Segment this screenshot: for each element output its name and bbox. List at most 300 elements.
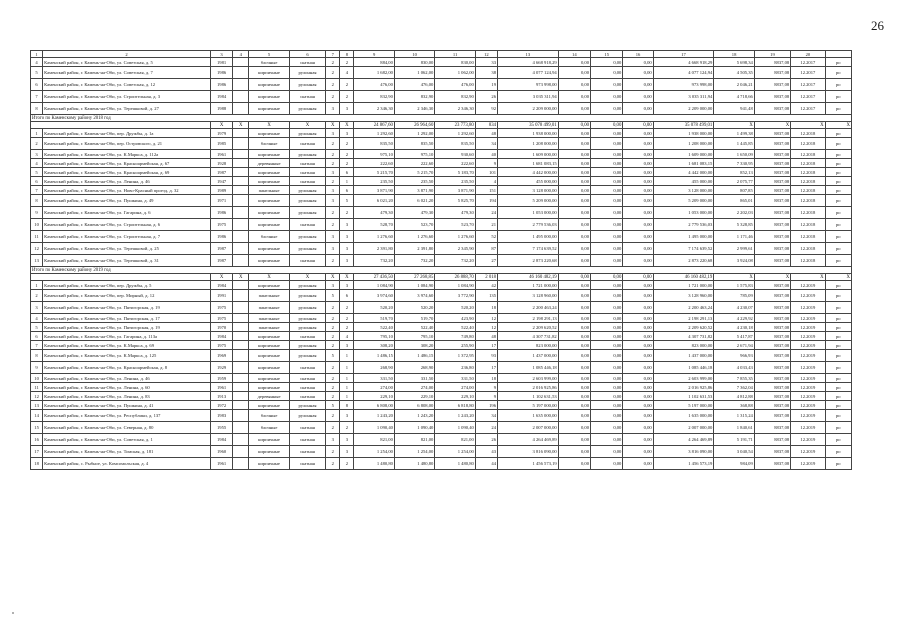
group-title: Итого по Каменскому району 2018 год (31, 115, 852, 122)
data-cell: кирпичные (249, 458, 289, 470)
address-cell: Каменский район, г. Камень-на-Оби, ул. Пушкина, д. 49 (43, 195, 211, 207)
data-cell: 522,40 (435, 323, 475, 332)
data-cell: 308,20 (394, 341, 434, 350)
data-cell: 6 (340, 290, 354, 302)
summary-cell: 46 160 482,19 (498, 274, 559, 281)
table-row (31, 255, 852, 267)
data-cell: 1986 (210, 207, 232, 219)
address-cell: Каменский район, г. Камень-на-Оби, ул. Красноармейская, д. 67 (43, 159, 211, 168)
data-cell: 6 (340, 186, 354, 195)
data-cell: 0,00 (591, 186, 623, 195)
data-cell: 5 183,70 (435, 168, 475, 177)
data-cell: 1 053 000,00 (498, 207, 559, 219)
data-cell: 523,70 (394, 219, 434, 231)
data-cell: 34 (475, 410, 497, 422)
data-cell: 3 871,90 (435, 186, 475, 195)
data-cell: 0,00 (591, 446, 623, 458)
data-cell: 1991 (210, 290, 232, 302)
data-cell: 7 174 639,52 (498, 243, 559, 255)
data-cell: 1 315,24 (714, 410, 754, 422)
data-cell: скатная (289, 91, 325, 103)
data-cell: 0,00 (591, 79, 623, 91)
column-number-cell: 20 (791, 51, 825, 58)
data-cell: 0,00 (591, 207, 623, 219)
group-title-row (31, 115, 852, 122)
table-row (31, 446, 852, 458)
data-cell: 0,00 (558, 168, 590, 177)
data-cell: 5 197 000,00 (653, 401, 714, 410)
data-cell: 0,00 (558, 159, 590, 168)
address-cell: Каменский район, г. Камень-на-Оби, ул. Ленина, д. 46 (43, 177, 211, 186)
summary-cell: X (340, 122, 354, 129)
data-cell: 835,50 (435, 138, 475, 150)
table-row (31, 219, 852, 231)
data-cell: кирпичные (249, 103, 289, 115)
data-cell: 12.2019 (791, 350, 825, 362)
data-cell: 15 (31, 422, 43, 434)
data-cell: 0,00 (591, 129, 623, 138)
data-cell: 2 (326, 314, 340, 323)
data-cell: 0,00 (591, 410, 623, 422)
data-cell: 3 974,60 (394, 290, 434, 302)
data-cell: 1 650,09 (714, 150, 754, 159)
address-cell: Каменский район, г. Камень-на-Оби, ул. Красноармейская, д. 69 (43, 168, 211, 177)
data-cell: кирпичные (249, 446, 289, 458)
data-cell: 3 040,54 (714, 446, 754, 458)
data-cell: 9 (475, 159, 497, 168)
data-cell: 0,00 (623, 67, 653, 79)
address-cell: Каменский район, г. Камень-на-Оби, ул. Пятигорская, д. 17 (43, 314, 211, 323)
data-cell: 0,00 (623, 458, 653, 470)
data-cell: 6 021,20 (354, 195, 394, 207)
data-cell: 4 442 000,00 (498, 168, 559, 177)
data-cell: 11 (31, 231, 43, 243)
summary-cell: 26 888,70 (435, 274, 475, 281)
data-cell: 1975 (210, 341, 232, 350)
data-cell: 3 (340, 129, 354, 138)
summary-cell: 46 160 482,19 (653, 274, 714, 281)
data-cell: панельные (249, 314, 289, 323)
data-cell: 1 635 000,00 (653, 410, 714, 422)
data-cell: 8837,08 (754, 332, 790, 341)
data-cell: рулонная (289, 341, 325, 350)
data-cell: 2 391,80 (394, 243, 434, 255)
data-cell: 519,70 (354, 314, 394, 323)
data-cell: 12.2017 (791, 103, 825, 115)
data-cell (233, 79, 249, 91)
table-row (31, 314, 852, 323)
address-cell: Каменский район, г. Камень-на-Оби, ул. Гагарина, д. 113а (43, 332, 211, 341)
data-cell: ро (825, 255, 851, 267)
column-number-cell (825, 51, 851, 58)
data-cell: 12.2018 (791, 150, 825, 159)
data-cell: 973 998,00 (498, 79, 559, 91)
data-cell: 8837,08 (754, 58, 790, 67)
data-cell: 222,60 (435, 159, 475, 168)
data-cell: 4 264 469,89 (498, 434, 559, 446)
data-cell: 2 (340, 79, 354, 91)
data-cell: ро (825, 129, 851, 138)
data-cell: 6 808,00 (354, 401, 394, 410)
address-cell: Каменский район, г. Камень-на-Оби, ул. Ленина, д. 46 (43, 374, 211, 383)
data-cell: 2 (31, 290, 43, 302)
data-cell: 821,00 (354, 434, 394, 446)
data-cell: 479,30 (354, 207, 394, 219)
data-cell: 27 (475, 255, 497, 267)
data-cell: 2 671,94 (714, 341, 754, 350)
data-cell: 0,00 (591, 302, 623, 314)
data-cell: 1987 (210, 255, 232, 267)
data-cell: 1961 (210, 458, 232, 470)
data-cell: 520,20 (435, 302, 475, 314)
table-row (31, 410, 852, 422)
data-cell: 12.2018 (791, 243, 825, 255)
data-cell: кирпичные (249, 341, 289, 350)
data-cell: 331,50 (354, 374, 394, 383)
data-cell: 4 (340, 332, 354, 341)
data-cell: 4 264 469,89 (653, 434, 714, 446)
data-cell: 0,00 (558, 195, 590, 207)
data-cell: ро (825, 362, 851, 374)
data-cell: 1 254,00 (354, 446, 394, 458)
data-cell: 0,00 (558, 383, 590, 392)
data-cell: 2 (326, 392, 340, 401)
data-cell: 8837,08 (754, 410, 790, 422)
data-cell: 1 (31, 281, 43, 290)
data-cell: 93 (475, 350, 497, 362)
data-cell: ро (825, 383, 851, 392)
data-cell: кирпичные (249, 362, 289, 374)
column-number-cell: 5 (249, 51, 289, 58)
data-cell: 528,70 (354, 219, 394, 231)
data-cell: 1928 (210, 159, 232, 168)
data-cell: 2 016 925,86 (653, 383, 714, 392)
data-cell: 0,00 (558, 103, 590, 115)
data-cell: 2 391,80 (354, 243, 394, 255)
table-row (31, 422, 852, 434)
data-cell: 2 (326, 383, 340, 392)
data-cell: 455 000,00 (498, 177, 559, 186)
address-cell: Каменский район, г. Камень-на-Оби, ул. Пятигорская, д. 19 (43, 323, 211, 332)
data-cell: 0,00 (623, 159, 653, 168)
address-cell: Каменский район, г. Камень-на-Оби, пер. Островского, д. 21 (43, 138, 211, 150)
data-cell: рулонная (289, 281, 325, 290)
data-cell: 6 808,00 (394, 401, 434, 410)
data-cell: 12.2019 (791, 392, 825, 401)
data-cell: ро (825, 67, 851, 79)
data-cell: 1 292,00 (394, 129, 434, 138)
data-cell: ро (825, 434, 851, 446)
data-cell (233, 314, 249, 323)
data-cell: 1 635 000,00 (498, 410, 559, 422)
summary-cell: X (210, 274, 232, 281)
data-cell: рулонная (289, 243, 325, 255)
data-cell: 8837,08 (754, 138, 790, 150)
data-cell: 2 007 000,00 (653, 422, 714, 434)
data-cell: 5 698,34 (714, 58, 754, 67)
data-cell (233, 177, 249, 186)
summary-cell: X (754, 122, 790, 129)
data-cell: 1961 (210, 383, 232, 392)
data-cell: 229,10 (435, 392, 475, 401)
data-cell: 236,80 (435, 362, 475, 374)
address-cell: Каменский район, г. Камень-на-Оби, ул. К.Маркса, д. 125 (43, 350, 211, 362)
data-cell: 3 (31, 150, 43, 159)
data-cell: 3 871,90 (354, 186, 394, 195)
data-cell: 1 276,60 (435, 231, 475, 243)
data-cell: 8837,08 (754, 281, 790, 290)
data-cell: 0,00 (623, 302, 653, 314)
data-cell: 1 084,90 (394, 281, 434, 290)
data-cell: 1 062,00 (394, 67, 434, 79)
table-row (31, 58, 852, 67)
data-cell: 4 (340, 67, 354, 79)
data-cell: скатная (289, 168, 325, 177)
data-cell: 8837,08 (754, 290, 790, 302)
data-cell: 1 208 000,00 (653, 138, 714, 150)
data-cell: ро (825, 350, 851, 362)
table-row (31, 362, 852, 374)
data-cell: 3 (326, 231, 340, 243)
data-cell: 2 198 291,13 (498, 314, 559, 323)
data-cell: кирпичные (249, 91, 289, 103)
summary-cell: X (233, 274, 249, 281)
data-cell: 0,00 (623, 91, 653, 103)
data-cell: 2 (340, 159, 354, 168)
data-cell: 4 230,18 (714, 323, 754, 332)
data-cell: 1984 (210, 434, 232, 446)
summary-cell: 0,00 (623, 274, 653, 281)
data-cell (233, 67, 249, 79)
data-cell: 5 (31, 67, 43, 79)
data-cell: 8837,08 (754, 323, 790, 332)
data-cell: 8837,08 (754, 129, 790, 138)
data-cell: 8837,08 (754, 401, 790, 410)
data-cell: рулонная (289, 323, 325, 332)
data-cell: 835,50 (394, 138, 434, 150)
address-cell: Каменский район, г. Камень-на-Оби, ул. Советская, д. 5 (43, 58, 211, 67)
data-cell: 2 (326, 255, 340, 267)
data-cell: 7 362,04 (714, 383, 754, 392)
data-cell: 1947 (210, 177, 232, 186)
data-cell: 5 (326, 350, 340, 362)
data-cell: 12 (31, 243, 43, 255)
table-row (31, 383, 852, 392)
data-cell: 795,10 (394, 332, 434, 341)
data-cell: 12.2018 (791, 138, 825, 150)
data-cell (233, 281, 249, 290)
data-cell: 40 (475, 150, 497, 159)
data-cell (233, 383, 249, 392)
data-cell: 235,50 (354, 177, 394, 186)
data-cell: 12.2019 (791, 434, 825, 446)
data-cell: 1985 (210, 138, 232, 150)
data-cell: 2 (326, 67, 340, 79)
data-cell: рулонная (289, 231, 325, 243)
data-cell: 0,00 (591, 58, 623, 67)
data-cell: 26 (475, 91, 497, 103)
data-cell: 2 (326, 150, 340, 159)
data-cell: 0,00 (591, 138, 623, 150)
data-cell: 0,00 (591, 422, 623, 434)
data-cell: 5 (31, 323, 43, 332)
data-cell: 1 243,20 (394, 410, 434, 422)
data-cell: 865,01 (714, 195, 754, 207)
data-cell (233, 58, 249, 67)
data-cell: 1984 (210, 281, 232, 290)
repair-register-table (30, 50, 852, 470)
data-cell: панельные (249, 186, 289, 195)
data-cell: 0,00 (623, 231, 653, 243)
data-cell: 1986 (210, 67, 232, 79)
data-cell: 0,00 (591, 290, 623, 302)
data-cell: 2 209 000,00 (653, 103, 714, 115)
data-cell: 8837,08 (754, 231, 790, 243)
data-cell: 12.2019 (791, 302, 825, 314)
data-cell: 0,00 (623, 168, 653, 177)
data-cell (233, 138, 249, 150)
data-cell: 17 (475, 341, 497, 350)
data-cell: 8837,08 (754, 374, 790, 383)
data-cell (233, 255, 249, 267)
data-cell: 18 (475, 374, 497, 383)
data-cell: кирпичные (249, 281, 289, 290)
data-cell: 12.2019 (791, 362, 825, 374)
data-cell: скатная (289, 362, 325, 374)
data-cell: 4 307 731,82 (653, 332, 714, 341)
data-cell: 3 (340, 410, 354, 422)
data-cell: 2 (340, 314, 354, 323)
data-cell: скатная (289, 434, 325, 446)
data-cell (233, 374, 249, 383)
data-cell: 3 (326, 243, 340, 255)
data-cell: 2 (326, 207, 340, 219)
column-number-cell: 14 (558, 51, 590, 58)
data-cell: ро (825, 168, 851, 177)
data-cell: 0,00 (623, 422, 653, 434)
column-number-cell: 18 (714, 51, 754, 58)
data-cell: 3 (326, 186, 340, 195)
data-cell (233, 446, 249, 458)
data-cell: 1 456 573,19 (653, 458, 714, 470)
column-number-cell: 9 (354, 51, 394, 58)
data-cell: 8 (31, 350, 43, 362)
data-cell: 12.2018 (791, 159, 825, 168)
data-cell: деревянные (249, 392, 289, 401)
data-cell: ро (825, 410, 851, 422)
data-cell (233, 168, 249, 177)
data-cell: 0,00 (591, 374, 623, 383)
address-cell: Каменский район, г. Камень-на-Оби, ул. К.Маркса, д. 112а (43, 150, 211, 159)
data-cell: 1 495 000,00 (498, 231, 559, 243)
data-cell (233, 458, 249, 470)
data-cell: скатная (289, 255, 325, 267)
data-cell (233, 323, 249, 332)
column-number-cell: 4 (233, 51, 249, 58)
data-cell: 2 (326, 177, 340, 186)
data-cell (233, 91, 249, 103)
data-cell (233, 362, 249, 374)
data-cell: 1981 (210, 58, 232, 67)
data-cell: 8837,08 (754, 91, 790, 103)
data-cell: ро (825, 207, 851, 219)
data-cell: 1959 (210, 374, 232, 383)
data-cell: 0,00 (591, 67, 623, 79)
data-cell: 4 230,07 (714, 302, 754, 314)
data-cell: скатная (289, 374, 325, 383)
data-cell: 8837,08 (754, 159, 790, 168)
data-cell: 2 (340, 207, 354, 219)
data-cell: ро (825, 177, 851, 186)
data-cell: 7 174 639,52 (653, 243, 714, 255)
data-cell: 9 (475, 383, 497, 392)
data-cell: 1986 (210, 231, 232, 243)
summary-cell: X (326, 274, 340, 281)
data-cell: 0,00 (558, 138, 590, 150)
data-cell: 0,00 (623, 281, 653, 290)
table-row (31, 392, 852, 401)
address-cell: Каменский район, г. Камень-на-Оби, ул. Ново-Красный проезд, д. 32 (43, 186, 211, 195)
data-cell: рулонная (289, 207, 325, 219)
summary-cell: X (210, 122, 232, 129)
data-cell: 2 (340, 422, 354, 434)
data-cell: 5 (31, 168, 43, 177)
data-cell: 3 974,60 (354, 290, 394, 302)
data-cell: ро (825, 332, 851, 341)
data-cell: 9 (475, 392, 497, 401)
data-cell: 0,00 (591, 383, 623, 392)
data-cell: блочные (249, 422, 289, 434)
data-cell: 87 (475, 243, 497, 255)
data-cell: 34 (475, 138, 497, 150)
data-cell (233, 150, 249, 159)
data-cell: 1 276,60 (394, 231, 434, 243)
data-cell: 8837,08 (754, 341, 790, 350)
data-cell: 1 102 631,53 (653, 392, 714, 401)
data-cell: 2 (326, 138, 340, 150)
data-cell: 48 (475, 332, 497, 341)
data-cell: 1 495 000,00 (653, 231, 714, 243)
data-cell: ро (825, 374, 851, 383)
data-cell: 0,00 (558, 392, 590, 401)
data-cell: 1 372,95 (435, 350, 475, 362)
data-cell: 17 (31, 446, 43, 458)
data-cell: 0,00 (623, 138, 653, 150)
data-cell: 8837,08 (754, 422, 790, 434)
data-cell: 12.2018 (791, 186, 825, 195)
data-cell: 12 (31, 392, 43, 401)
address-cell: Каменский район, г. Камень-на-Оби, ул. Строительная, д. 6 (43, 219, 211, 231)
data-cell: 4 668 918,29 (498, 58, 559, 67)
data-cell (233, 207, 249, 219)
data-cell: блочные (249, 58, 289, 67)
data-cell: 455 000,00 (653, 177, 714, 186)
data-cell: кирпичные (249, 332, 289, 341)
table-row (31, 186, 852, 195)
data-cell: ро (825, 314, 851, 323)
data-cell: 1975 (210, 314, 232, 323)
data-cell: 0,00 (623, 150, 653, 159)
data-cell: 0,00 (558, 177, 590, 186)
data-cell: 12.2019 (791, 422, 825, 434)
summary-cell: 0,00 (558, 122, 590, 129)
data-cell: 4 229,92 (714, 314, 754, 323)
table-row (31, 129, 852, 138)
data-cell: 12.2019 (791, 281, 825, 290)
table-row (31, 207, 852, 219)
scan-mark (12, 612, 14, 614)
table-row (31, 67, 852, 79)
